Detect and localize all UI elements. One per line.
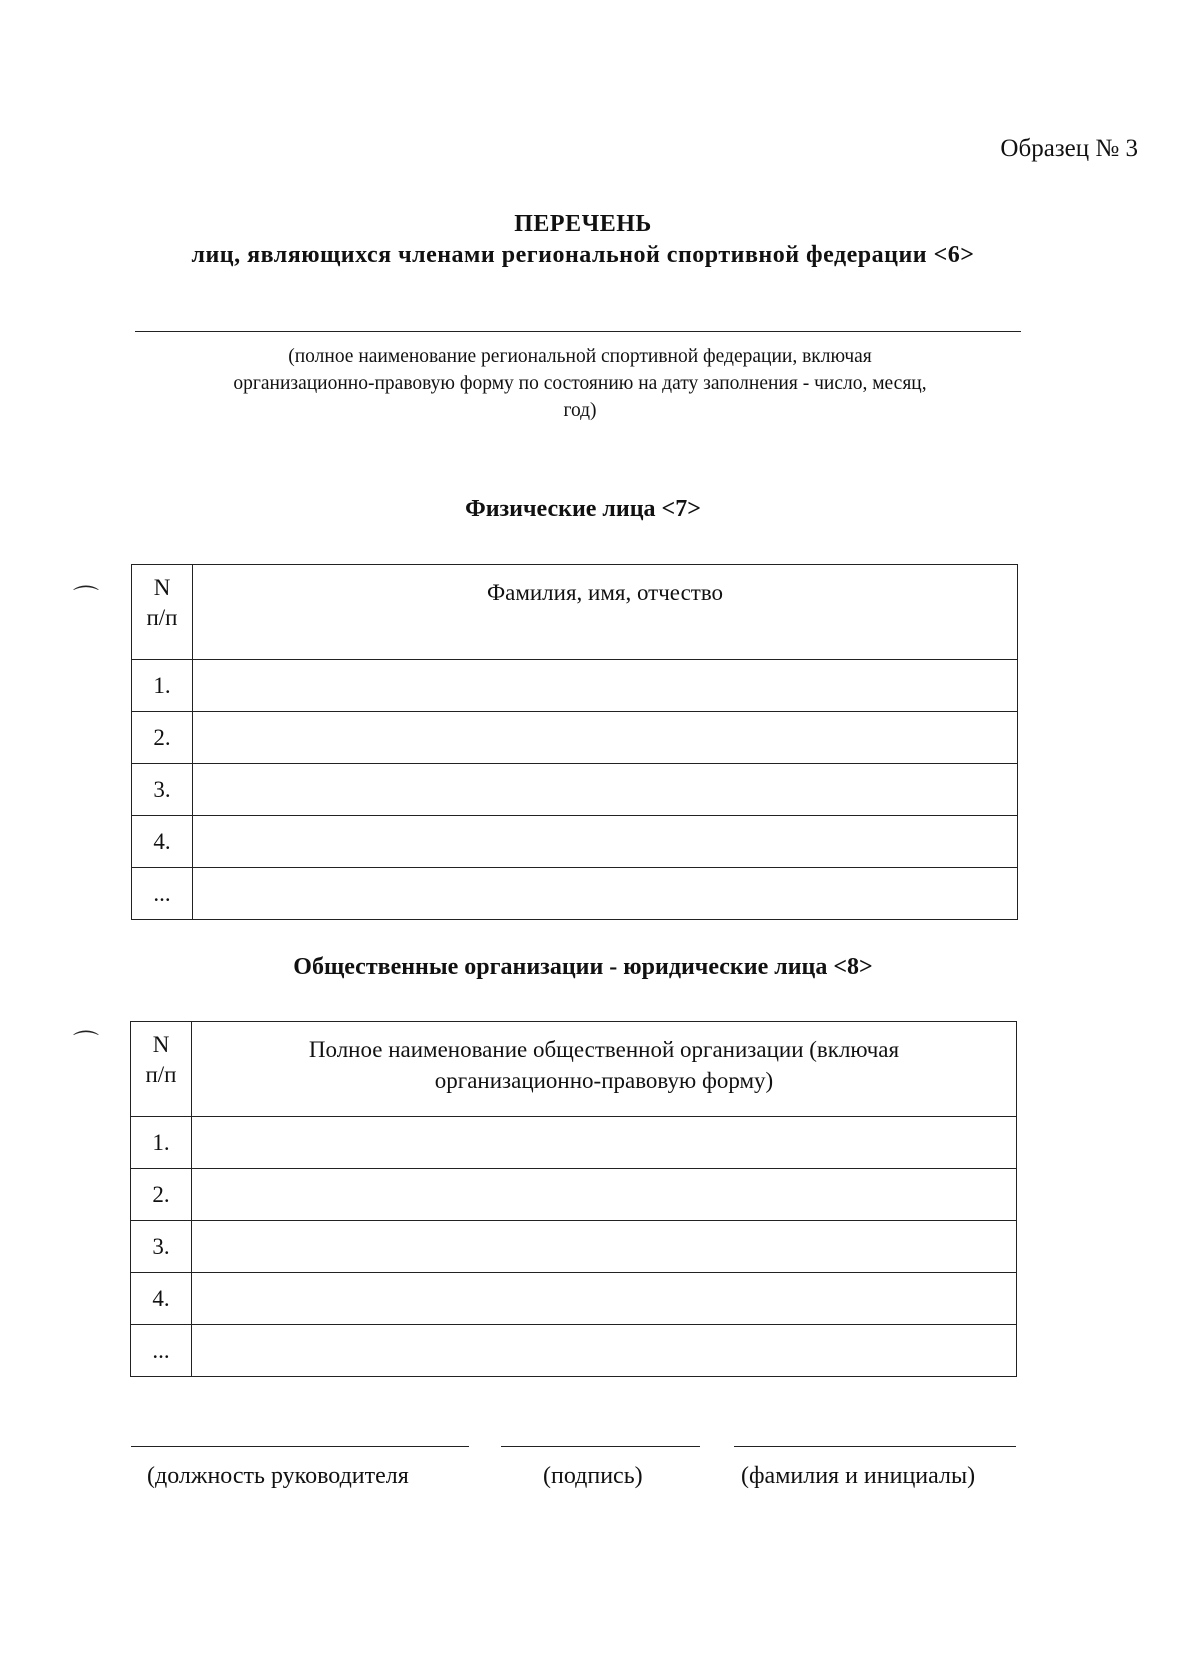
table-row [132,868,1018,920]
pencil-mark-icon: ⌒ [73,585,100,614]
individuals-heading: Физические лица <7> [465,496,701,522]
sample-number: Образец № 3 [1000,135,1138,162]
number-column-header: N п/п [131,1022,192,1117]
caption-line-3: год) [563,400,597,421]
name-cell[interactable] [193,660,1018,712]
table-row [132,660,1018,712]
caption-line-2: организационно-правовую форму по состоянию на дату заполнения - число, месяц, [233,373,927,394]
name-cell[interactable] [193,764,1018,816]
organization-cell[interactable] [192,1273,1017,1325]
organization-cell[interactable] [192,1325,1017,1377]
organization-cell[interactable] [192,1221,1017,1273]
table-row [132,816,1018,868]
number-column-header: N п/п [132,565,193,660]
row-number: 2. [131,1169,192,1221]
row-number: 4. [131,1273,192,1325]
organizations-heading: Общественные организации - юридические лица <8> [293,954,873,980]
full-name-column-header: Фамилия, имя, отчество [193,565,1018,660]
row-number: ... [132,868,193,920]
name-caption: (фамилия и инициалы) [741,1463,976,1489]
table-row [132,764,1018,816]
name-cell[interactable] [193,712,1018,764]
name-cell[interactable] [193,816,1018,868]
table-row [131,1325,1017,1377]
row-number: 3. [131,1221,192,1273]
row-number: 1. [131,1117,192,1169]
signature-caption: (подпись) [543,1463,643,1489]
organizations-table [130,1021,1017,1377]
name-cell[interactable] [193,868,1018,920]
organization-name-column-header: Полное наименование общественной организации (включая организационно-правовую форму) [192,1022,1017,1117]
signature-line[interactable] [501,1446,700,1447]
row-number: 3. [132,764,193,816]
row-number: ... [131,1325,192,1377]
organization-cell[interactable] [192,1169,1017,1221]
table-header-row [132,565,1018,660]
document-title: ПЕРЕЧЕНЬ [514,211,652,237]
row-number: 4. [132,816,193,868]
table-row [132,712,1018,764]
document-subtitle: лиц, являющихся членами региональной спортивной федерации <6> [191,242,975,268]
caption-line-1: (полное наименование региональной спортивной федерации, включая [288,346,872,367]
row-number: 2. [132,712,193,764]
table-row [131,1273,1017,1325]
table-row [131,1117,1017,1169]
position-caption: (должность руководителя [147,1463,409,1489]
name-signature-line[interactable] [734,1446,1016,1447]
row-number: 1. [132,660,193,712]
position-signature-line[interactable] [131,1446,469,1447]
table-row [131,1169,1017,1221]
pencil-mark-icon: ⌒ [73,1030,100,1059]
federation-name-line [135,331,1021,332]
organization-cell[interactable] [192,1117,1017,1169]
table-row [131,1221,1017,1273]
federation-name-caption [130,343,1030,424]
individuals-table [131,564,1018,920]
table-header-row [131,1022,1017,1117]
